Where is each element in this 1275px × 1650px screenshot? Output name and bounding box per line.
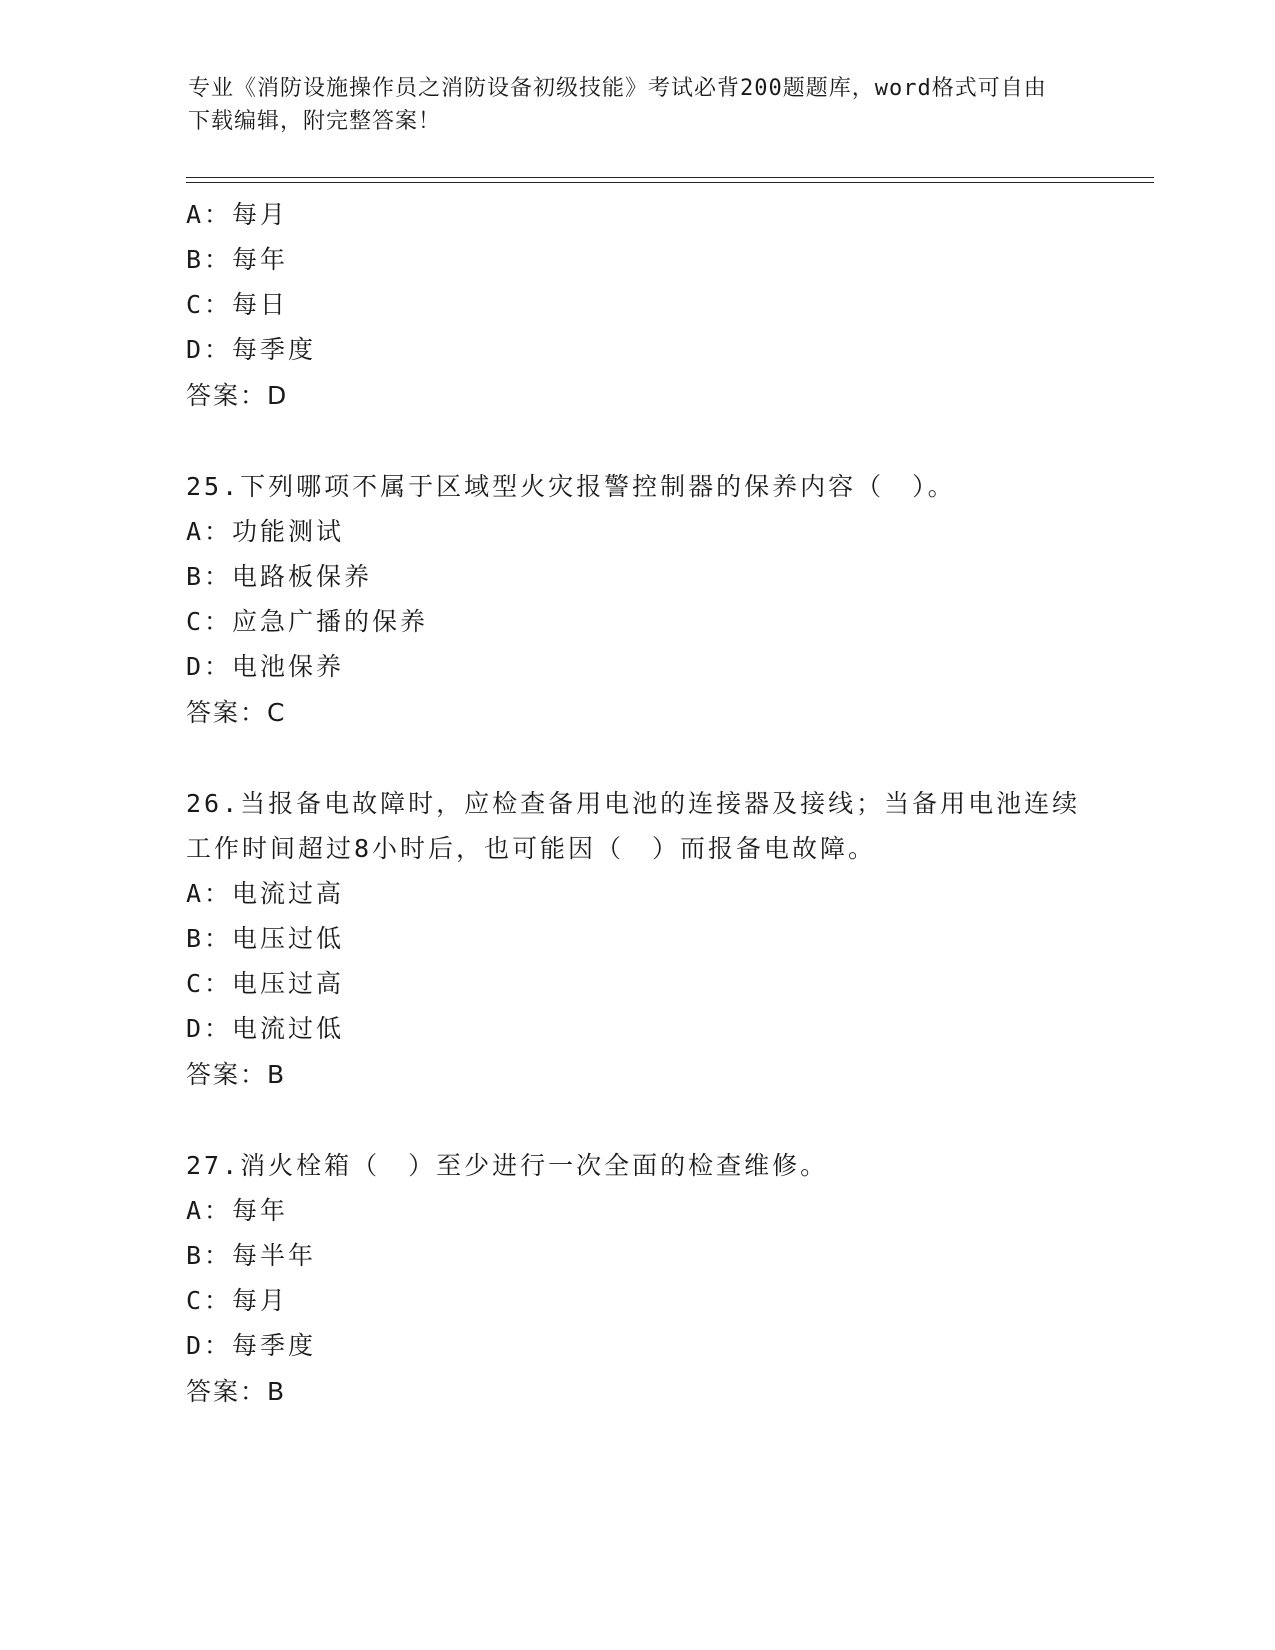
option-d: D：每季度 bbox=[186, 335, 317, 364]
answer-line: 答案：B bbox=[186, 1060, 287, 1089]
question-text: 25.下列哪项不属于区域型火灾报警控制器的保养内容（ ）。 bbox=[186, 472, 956, 501]
option-c: C：电压过高 bbox=[186, 969, 345, 998]
header-divider-bottom bbox=[186, 182, 1154, 183]
option-c: C：应急广播的保养 bbox=[186, 607, 429, 636]
document-header: 专业《消防设施操作员之消防设备初级技能》考试必背200题题库，word格式可自由下载编辑，附完整答案！ bbox=[188, 76, 1047, 134]
option-c: C：每月 bbox=[186, 1286, 289, 1315]
option-b: B：每半年 bbox=[186, 1241, 317, 1270]
question-block-27 bbox=[186, 1143, 1146, 1415]
question-text: 27.消火栓箱（ ）至少进行一次全面的检查维修。 bbox=[186, 1151, 829, 1180]
option-a: A：每年 bbox=[186, 1196, 289, 1225]
option-b: B：电路板保养 bbox=[186, 562, 373, 591]
answer-line: 答案：C bbox=[186, 698, 287, 727]
answer-line: 答案：D bbox=[186, 381, 289, 410]
question-text: 26.当报备电故障时，应检查备用电池的连接器及接线；当备用电池连续工作时间超过8小时后，也可能因（ ）而报备电故障。 bbox=[186, 789, 1081, 863]
option-d: D：电池保养 bbox=[186, 652, 345, 681]
option-a: A：每月 bbox=[186, 200, 289, 229]
question-block-26 bbox=[186, 781, 1146, 1098]
option-b: B：电压过低 bbox=[186, 924, 345, 953]
question-block-25 bbox=[186, 464, 1146, 736]
answer-line: 答案：B bbox=[186, 1377, 287, 1406]
option-d: D：每季度 bbox=[186, 1331, 317, 1360]
option-d: D：电流过低 bbox=[186, 1014, 345, 1043]
header-divider-top bbox=[186, 177, 1154, 178]
option-a: A：功能测试 bbox=[186, 517, 345, 546]
option-b: B：每年 bbox=[186, 245, 289, 274]
option-c: C：每日 bbox=[186, 290, 289, 319]
option-a: A：电流过高 bbox=[186, 879, 345, 908]
document-body bbox=[186, 192, 1146, 1415]
question-block-24 bbox=[186, 192, 1146, 419]
